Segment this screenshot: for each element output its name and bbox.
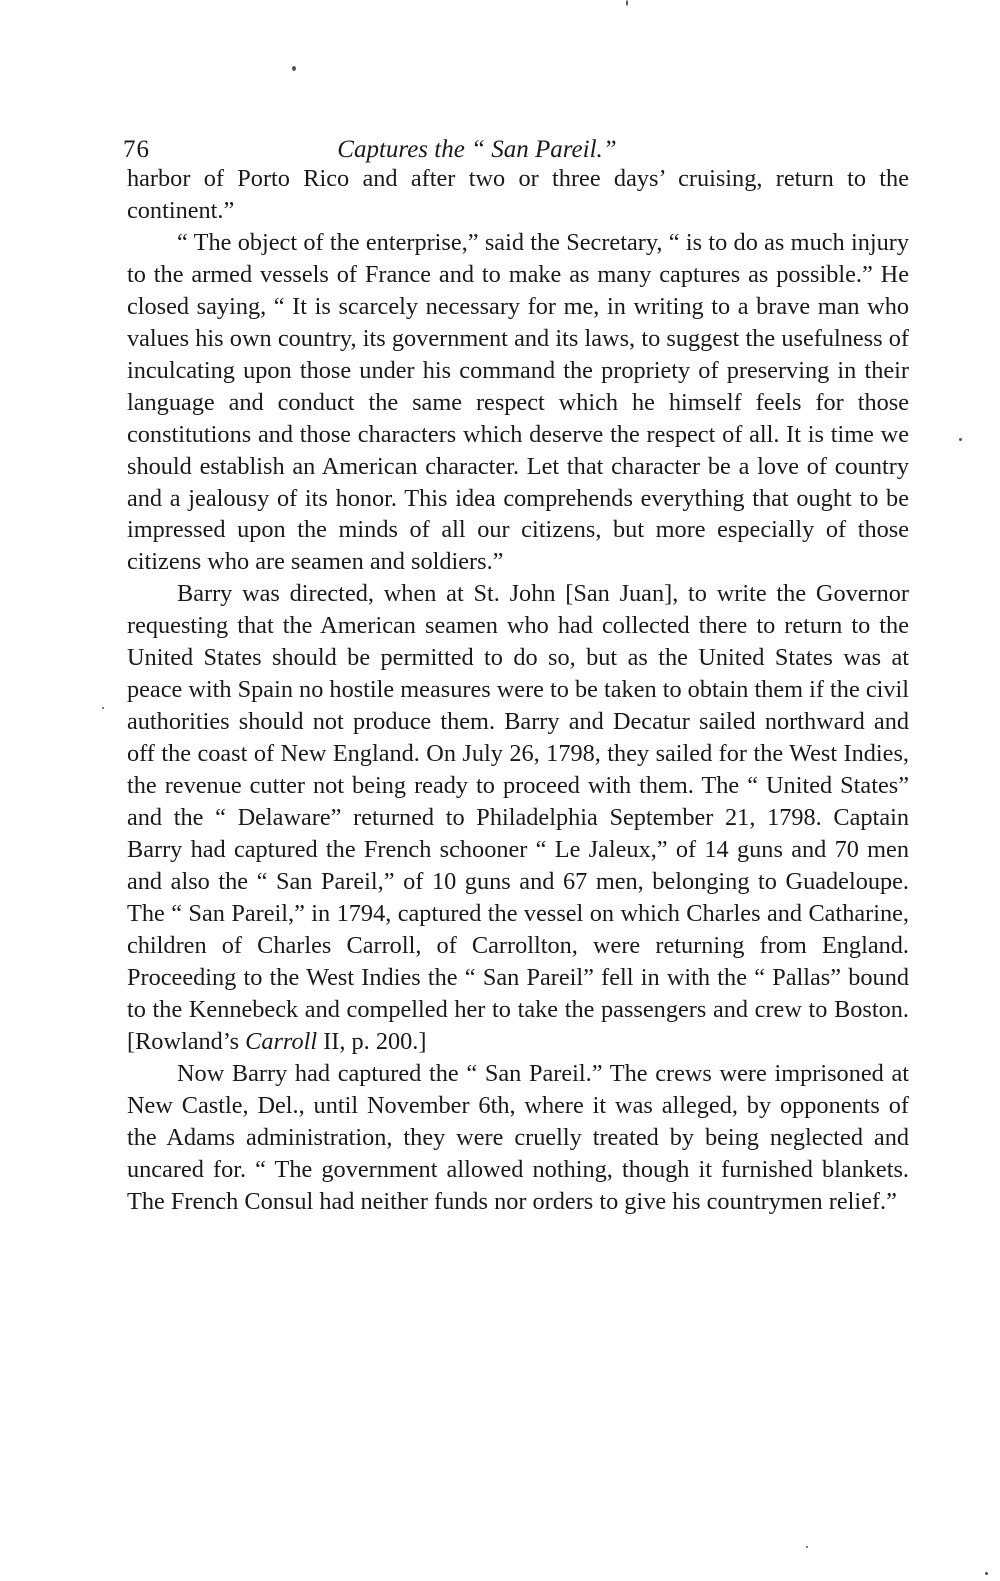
running-title: Captures the “ San Pareil.” — [337, 136, 617, 163]
paragraph-continuation: harbor of Porto Rico and after two or three days’ cruising, return to the continent.” — [127, 165, 909, 224]
scan-speck — [626, 0, 628, 6]
scan-speck — [292, 66, 296, 71]
page-number: 76 — [123, 136, 150, 163]
body-text — [127, 163, 909, 1217]
scan-speck — [806, 1546, 808, 1548]
scan-speck — [102, 707, 104, 709]
scan-speck — [985, 1572, 988, 1575]
paragraph-barry-directed — [127, 578, 909, 1057]
paragraph-secretary-quote: “ The object of the enterprise,” said the Secretary, “ is to do as much injury to the armed vessels of France and to make as many captures as possible.” He closed saying, “ It is scarcely necessary for me, in writing to a brave man who values his own country, its government and its laws, to suggest the usefulness of inculcating upon those under his command the propriety of preserving in their language and conduct the same respect which he himself feels for those constitutions and those characters which deserve the respect of all. It is time we should establish an American character. Let that character be a love of country and a jealousy of its honor. This idea comprehends everything that ought to be impressed upon the minds of all our citizens, but more especially of those citizens who are seamen and soldiers.” — [127, 228, 909, 576]
paragraph-text: Barry was directed, when at St. John [San Juan], to write the Governor requesting that the American seamen who had collected there to return to the United States should be permitted to do so, but as the United States was at peace with Spain no hostile measures were to be taken to obtain them if the civil authorities should not produce them. Barry and Decatur sailed northward and off the coast of New England. On July 26, 1798, they sailed for the West Indies, the revenue cutter not being ready to proceed with them. The “ United States” and the “ Delaware” returned to Philadelphia September 21, 1798. Captain Barry had captured the French schooner “ Le Jaleux,” of 14 guns and 70 men and also the “ San Pareil,” of 10 guns and 67 men, belonging to Guadeloupe. The “ San Pareil,” in 1794, captured the vessel on which Charles and Catharine, children of Charles Carroll, of Carrollton, were returning from England. Proceeding to the West Indies the “ San Pareil” fell in with the “ Pallas” bound to the Kennebeck and compelled her to take the passengers and crew to Boston. [Rowland’s — [127, 580, 909, 1055]
citation-reference: II, p. 200.] — [317, 1027, 427, 1055]
paragraph-crews-imprisoned: Now Barry had captured the “ San Pareil.” The crews were imprisoned at New Castle, Del., until November 6th, where it was alleged, by opponents of the Adams administration, they were cruelly treated by being neglected and uncared for. “ The government allowed nothing, though it furnished blankets. The French Consul had neither funds nor orders to give his countrymen relief.” — [127, 1059, 909, 1215]
citation-title: Carroll — [245, 1027, 318, 1055]
scan-speck — [959, 438, 962, 441]
